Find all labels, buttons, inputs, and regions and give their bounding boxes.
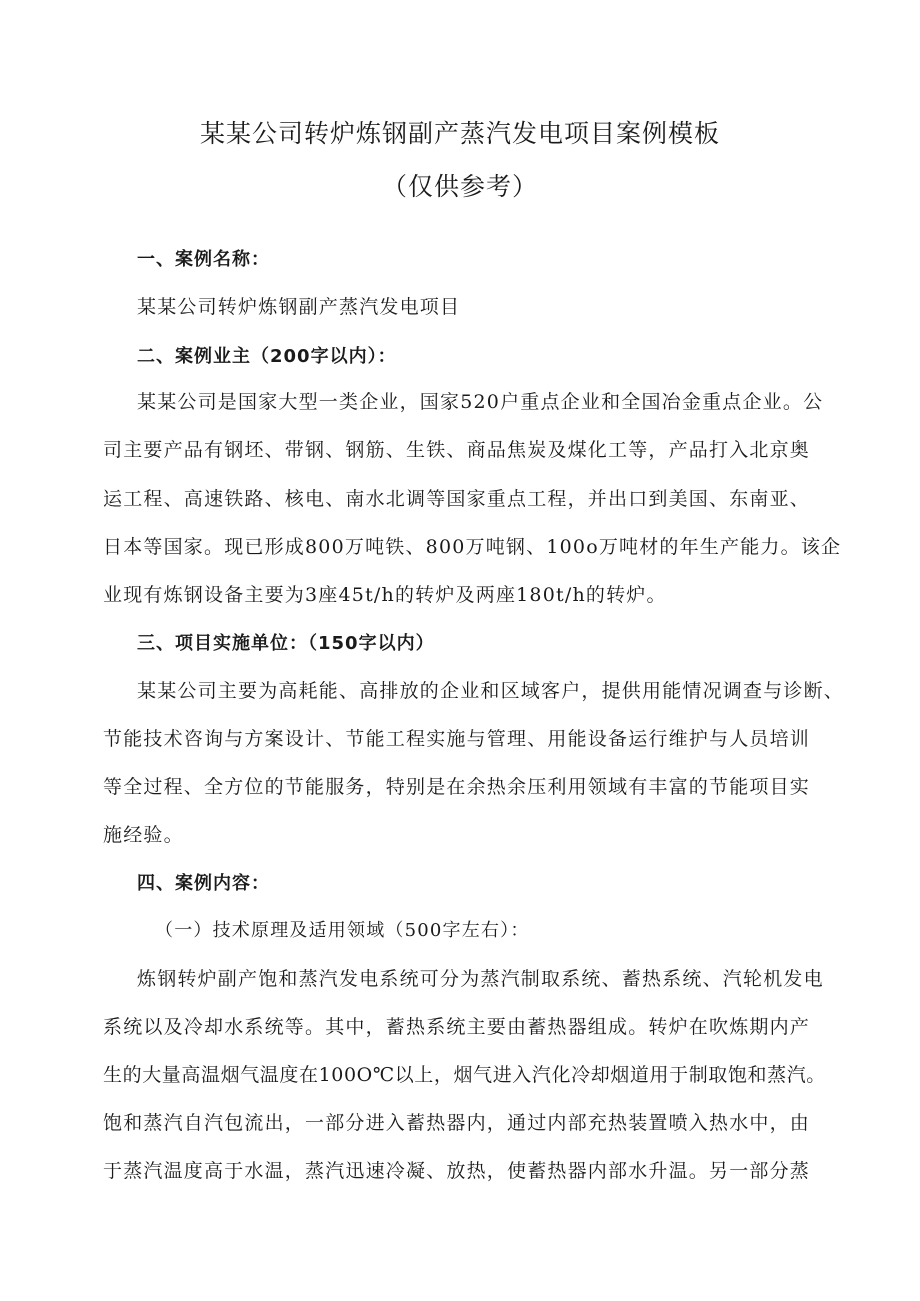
paragraph-line: 饱和蒸汽自汽包流出，一部分进入蓄热器内，通过内部充热装置喷入热水中，由 <box>103 1112 811 1134</box>
paragraph-line: 业现有炼钢设备主要为3座45t/h的转炉及两座180t/h的转炉。 <box>103 584 667 606</box>
paragraph-line: 于蒸汽温度高于水温，蒸汽迅速冷凝、放热，使蓄热器内部水升温。另一部分蒸 <box>103 1160 811 1182</box>
section-heading-case-content: 四、案例内容： <box>137 873 270 894</box>
paragraph-line: 某某公司主要为高耗能、高排放的企业和区域客户，提供用能情况调查与诊断、 <box>137 680 845 702</box>
paragraph-line: 某某公司转炉炼钢副产蒸汽发电项目 <box>137 296 461 318</box>
paragraph-line: 炼钢转炉副产饱和蒸汽发电系统可分为蒸汽制取系统、蓄热系统、汽轮机发电 <box>137 968 824 990</box>
section-heading-case-owner: 二、案例业主（200字以内）： <box>137 346 397 367</box>
document-subtitle: （仅供参考） <box>381 172 538 201</box>
subsection-heading-principle: （一）技术原理及适用领域（500字左右）： <box>155 920 530 941</box>
paragraph-line: 生的大量高温烟气温度在100O℃以上，烟气进入汽化冷却烟道用于制取饱和蒸汽。 <box>103 1064 826 1086</box>
section-heading-implementing-unit: 三、项目实施单位：（150字以内） <box>137 633 435 654</box>
paragraph-line: 等全过程、全方位的节能服务，特别是在余热余压利用领域有丰富的节能项目实 <box>103 776 811 798</box>
document-title: 某某公司转炉炼钢副产蒸汽发电项目案例模板 <box>199 119 720 148</box>
paragraph-line: 日本等国家。现已形成800万吨铁、800万吨钢、100o万吨材的年生产能力。该企 <box>103 536 842 558</box>
paragraph-line: 节能技术咨询与方案设计、节能工程实施与管理、用能设备运行维护与人员培训 <box>103 728 811 750</box>
paragraph-line: 系统以及冷却水系统等。其中，蓄热系统主要由蓄热器组成。转炉在吹炼期内产 <box>103 1016 811 1038</box>
paragraph-line: 司主要产品有钢坯、带钢、钢筋、生铁、商品焦炭及煤化工等，产品打入北京奥 <box>103 439 811 461</box>
paragraph-line: 运工程、高速铁路、核电、南水北调等国家重点工程，并出口到美国、东南亚、 <box>103 488 811 510</box>
section-heading-case-name: 一、案例名称： <box>137 249 270 270</box>
paragraph-line: 某某公司是国家大型一类企业，国家520户重点企业和全国冶金重点企业。公 <box>137 391 824 413</box>
paragraph-line: 施经验。 <box>103 824 184 846</box>
